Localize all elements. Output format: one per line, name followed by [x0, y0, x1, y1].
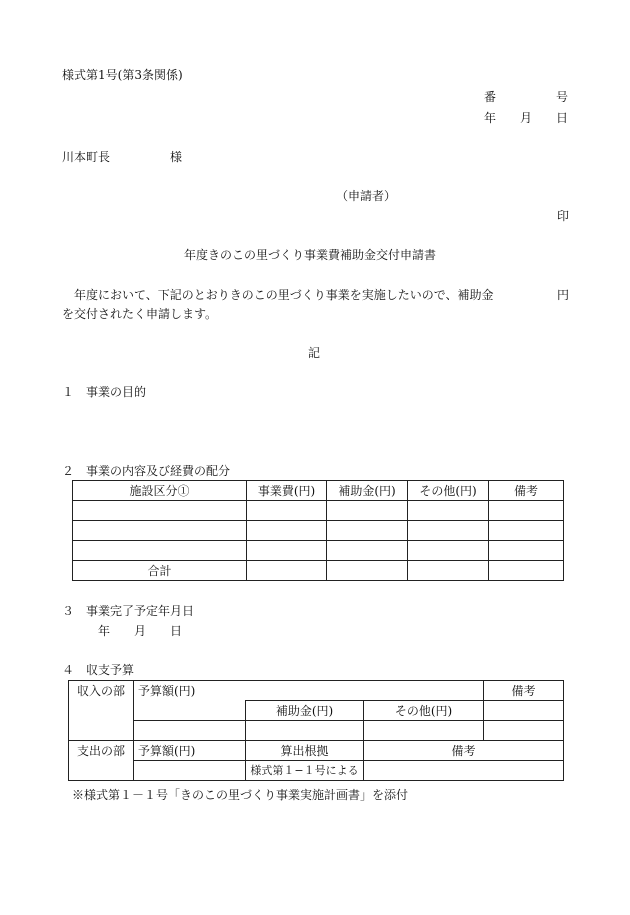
completion-date: 年 月 日	[98, 624, 183, 638]
header-other: その他(円)	[408, 481, 489, 501]
income-label: 収入の部	[69, 681, 134, 701]
date-field: 年 月 日	[484, 111, 569, 125]
total-label: 合計	[73, 561, 247, 581]
expense-label: 支出の部	[69, 741, 134, 761]
applicant-label: （申請者）	[336, 189, 397, 203]
expense-remarks-label: 備考	[364, 741, 564, 761]
basis-note: 様式第１−１号による	[246, 761, 364, 781]
section-completion: ３ 事業完了予定年月日	[62, 604, 195, 618]
table-row	[73, 501, 564, 521]
addressee: 川本町長 様	[62, 150, 183, 164]
budget-table	[68, 680, 564, 781]
seal-mark: 印	[557, 209, 570, 223]
income-subsidy-label: 補助金(円)	[246, 701, 364, 721]
header-subsidy: 補助金(円)	[327, 481, 408, 501]
section-budget: ４ 収支予算	[62, 663, 135, 677]
table-header-row	[73, 481, 564, 501]
body-yen: 円	[557, 288, 570, 302]
header-remarks: 備考	[489, 481, 564, 501]
cost-allocation-table	[72, 480, 564, 581]
expense-budget-label: 予算額(円)	[134, 741, 246, 761]
form-id: 様式第1号(第3条関係)	[62, 68, 183, 82]
section-content: ２ 事業の内容及び経費の配分	[62, 464, 231, 478]
total-row	[73, 561, 564, 581]
body-line-2: を交付されたく申請します。	[62, 307, 218, 321]
section-purpose: １ 事業の目的	[62, 385, 147, 399]
basis-label: 算出根拠	[246, 741, 364, 761]
income-other-label: その他(円)	[364, 701, 484, 721]
body-line-1: 年度において、下記のとおりきのこの里づくり事業を実施したいので、補助金	[74, 288, 494, 302]
number-field: 番 号	[484, 90, 569, 104]
header-project-cost: 事業費(円)	[247, 481, 327, 501]
header-facility: 施設区分①	[73, 481, 247, 501]
ki-heading: 記	[308, 346, 321, 360]
table-row	[73, 541, 564, 561]
footnote: ※様式第１－１号「きのこの里づくり事業実施計画書」を添付	[72, 788, 409, 802]
income-budget-label: 予算額(円)	[134, 681, 484, 701]
document-title: 年度きのこの里づくり事業費補助金交付申請書	[184, 248, 437, 262]
table-row	[73, 521, 564, 541]
income-remarks-label: 備考	[484, 681, 564, 701]
